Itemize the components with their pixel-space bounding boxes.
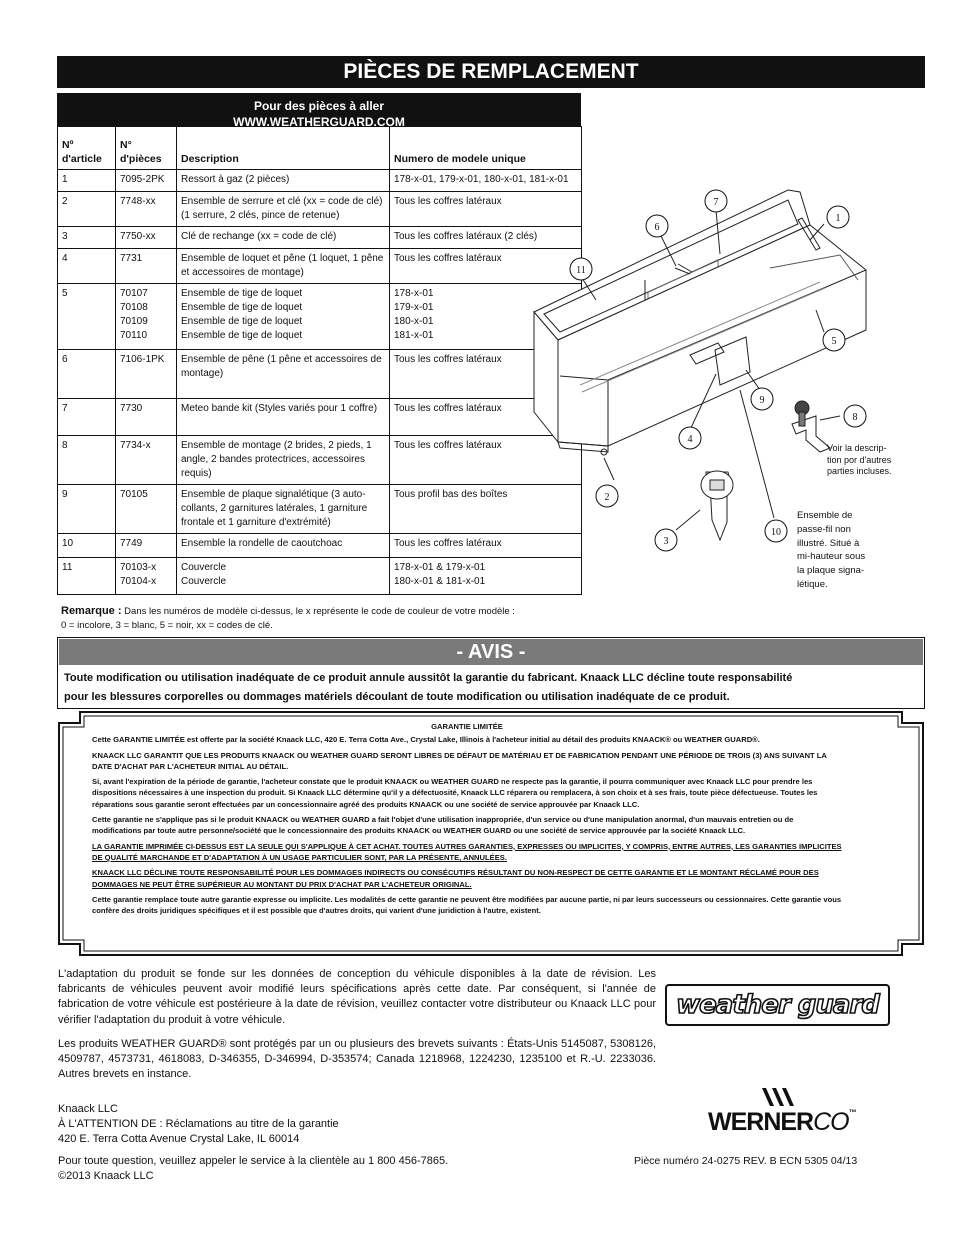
warranty-p3: Si, avant l'expiration de la période de garantie, l'acheteur constate que le produit KNAACK ou WEATHER GUARD ne respecte pas la garantie, il pourra communiquer avec Knaack LLC pour prendre les dispositions nécessaires à une inspection du produit. Si Knaack LLC détermine qu'il y a défectuosité, Knaack LLC réparera ou remplacera, à son choix et à ses frais, toute pièce défectueuse. Toutes les réparations sous garantie seront effectuées par un concessionnaire agréé des produits KNAACK ou une société de service approuvée par Knaack LLC.	[92, 777, 818, 809]
warranty-p6: KNAACK LLC DÉCLINE TOUTE RESPONSABILITÉ POUR LES DOMMAGES INDIRECTS OU CONSÉCUTIFS RÉSULTANT DU NON-RESPECT DE CETTE GARANTIE ET LE MONTANT RÉCLAMÉ POUR DES DOMMAGES NE PEUT ÊTRE SUPÉRIEUR AU MONTANT DU PRIX D'ACHAT PAR L'ACHETEUR ORIGINAL.	[92, 868, 819, 889]
avis-title: - AVIS -	[59, 639, 923, 665]
warranty-p1: Cette GARANTIE LIMITÉE est offerte par la société Knaack LLC, 420 E. Terra Cotta Ave., Crystal Lake, Illinois à l'acheteur initial au détail des produits KNAACK® ou WEATHER GUARD®.	[92, 735, 760, 745]
cell-item: 9	[58, 485, 116, 534]
parts-table-section	[57, 93, 581, 595]
cell-part: 7731	[116, 249, 177, 284]
cell-model: 178-x-01 & 179-x-01 180-x-01 & 181-x-01	[390, 558, 582, 595]
warranty-p5: LA GARANTIE IMPRIMÉE CI-DESSUS EST LA SEULE QUI S'APPLIQUE À CET ACHAT. TOUTES AUTRES GARANTIES, EXPRESSES OU IMPLICITES, Y COMPRIS, ENTRE AUTRES, LES GARANTIES IMPLICITES DE QUALITÉ MARCHANDE ET D'ADAPTATION À UN USAGE PARTICULIER SONT, PAR LA PRÉSENTE, ANNULÉES.	[92, 841, 842, 862]
table-row	[58, 436, 582, 485]
cell-item: 8	[58, 436, 116, 485]
address-street: 420 E. Terra Cotta Avenue Crystal Lake, IL 60014	[58, 1133, 300, 1146]
callout-10: 10	[771, 527, 781, 538]
werner-bold: WERNER	[708, 1108, 814, 1136]
cell-part: 7734-x	[116, 436, 177, 485]
werner-tm: ™	[848, 1108, 856, 1117]
cell-model: Tous les coffres latéraux	[390, 534, 582, 558]
cell-part: 7748-xx	[116, 192, 177, 227]
cell-desc: Ensemble de tige de loquet Ensemble de tige de loquet Ensemble de tige de loquet Ensemble de tige de loquet	[177, 284, 390, 350]
cell-model: Tous les coffres latéraux	[390, 350, 582, 399]
address-company: Knaack LLC	[58, 1103, 118, 1115]
callout-4: 4	[687, 434, 693, 445]
remark-codes: 0 = incolore, 3 = blanc, 5 = noir, xx = codes de clé.	[61, 620, 273, 631]
table-row	[58, 558, 582, 595]
warranty-p2: KNAACK LLC GARANTIT QUE LES PRODUITS KNAACK OU WEATHER GUARD SERONT LIBRES DE DÉFAUT DE MATÉRIAU ET DE FABRICATION PENDANT UNE PÉRIODE DE TROIS (3) ANS SUIVANT LA DATE D'ACHAT PAR L'ACHETEUR INITIAL AU DÉTAIL.	[92, 750, 827, 771]
avis-text	[64, 669, 920, 707]
warranty-p7: Cette garantie remplace toute autre garantie expresse ou implicite. Les modalités de cette garantie ne peuvent être modifiées par aucune partie, ni par leurs successeurs ou cessionnaires. Cette garantie vous confère des droits juridiques spécifiques et il est possible que d'autres droits, qui varient d'une juridiction à l'autre, existent.	[92, 894, 842, 916]
cell-item: 3	[58, 227, 116, 249]
cell-model: 178-x-01, 179-x-01, 180-x-01, 181-x-01	[390, 170, 582, 192]
table-row	[58, 350, 582, 399]
callout-3: 3	[663, 536, 669, 547]
warranty-title: GARANTIE LIMITÉE	[431, 722, 503, 731]
cell-part: 7730	[116, 399, 177, 436]
adaptation-paragraph: L'adaptation du produit se fonde sur les données de conception du véhicule disponibles à la date de révision. Les fabricants de véhicules peuvent avoir modifié leurs spécifications après cette date. Par conséquent, si l'année de fabrication de votre véhicule est postérieure à la date de révision, veuillez contacter votre distributeur ou Knaack LLC pour vérifier l'adaptation du produit à votre véhicule.	[58, 968, 656, 1026]
weatherguard-logo-text: weather guard	[676, 990, 879, 1020]
cell-part: 7749	[116, 534, 177, 558]
cell-desc: Ensemble de pêne (1 pêne et accessoires de montage)	[177, 350, 390, 399]
address-block	[58, 1102, 618, 1148]
cell-part: 7750-xx	[116, 227, 177, 249]
cell-model: Tous les coffres latéraux	[390, 436, 582, 485]
cell-model: Tous les coffres latéraux	[390, 249, 582, 284]
table-row	[58, 485, 582, 534]
copyright: ©2013 Knaack LLC	[58, 1170, 154, 1183]
cell-item: 6	[58, 350, 116, 399]
col-part-header: N° d'pièces	[116, 127, 177, 170]
cell-part: 70103-x 70104-x	[116, 558, 177, 595]
callout-11: 11	[576, 265, 586, 276]
contact-block	[58, 1154, 618, 1184]
table-row	[58, 227, 582, 249]
cell-model: Tous les coffres latéraux	[390, 399, 582, 436]
cell-desc: Ressort à gaz (2 pièces)	[177, 170, 390, 192]
avis-line2: pour les blessures corporelles ou dommages matériels découlant de toute modification ou utilisation inadéquate de ce produit.	[64, 691, 730, 703]
callout-2: 2	[604, 492, 610, 503]
avis-line1: Toute modification ou utilisation inadéquate de ce produit annule aussitôt la garantie du fabricant. Knaack LLC décline toute responsabilité	[64, 672, 793, 684]
cell-item: 1	[58, 170, 116, 192]
cell-part: 7106-1PK	[116, 350, 177, 399]
cell-item: 2	[58, 192, 116, 227]
table-header-row	[58, 127, 582, 170]
werner-co: CO	[813, 1108, 849, 1136]
cell-item: 10	[58, 534, 116, 558]
weatherguard-logo	[665, 984, 890, 1026]
parts-header-url: WWW.WEATHERGUARD.COM	[233, 115, 405, 129]
wernerco-logo	[708, 1084, 868, 1139]
col-model-header: Numero de modele unique	[390, 127, 582, 170]
callout-7: 7	[713, 197, 719, 208]
callout-1: 1	[835, 213, 841, 224]
contact-phone: Pour toute question, veuillez appeler le service à la clientèle au 1 800 456-7865.	[58, 1155, 449, 1167]
cell-item: 5	[58, 284, 116, 350]
table-row	[58, 170, 582, 192]
table-row	[58, 399, 582, 436]
cell-model: Tous les coffres latéraux (2 clés)	[390, 227, 582, 249]
cell-desc: Ensemble la rondelle de caoutchoac	[177, 534, 390, 558]
callout-8: 8	[852, 412, 858, 423]
cell-desc: Meteo bande kit (Styles variés pour 1 coffre)	[177, 399, 390, 436]
warranty-p4: Cette garantie ne s'applique pas si le produit KNAACK ou WEATHER GUARD a fait l'objet d'une utilisation inappropriée, d'un service ou d'une manipulation anormal, d'un mauvais entretien ou de modifications par toute autre personne/société que le concessionnaire des produits KNAACK ou WEATHER GUARD ou une société de service approuvée par la société Knaack LLC.	[92, 815, 794, 836]
col-desc-header: Description	[177, 127, 390, 170]
cell-desc: Ensemble de montage (2 brides, 2 pieds, 1 angle, 2 bandes protectrices, accessoires requis)	[177, 436, 390, 485]
cell-part: 70107 70108 70109 70110	[116, 284, 177, 350]
cell-desc: Ensemble de plaque signalétique (3 auto-collants, 2 garnitures latérales, 1 garniture frontale et 1 garniture d'extrémité)	[177, 485, 390, 534]
address-attention: À L'ATTENTION DE : Réclamations au titre de la garantie	[58, 1118, 339, 1131]
table-row	[58, 534, 582, 558]
cell-desc: Ensemble de serrure et clé (xx = code de clé) (1 serrure, 2 clés, pince de retenue)	[177, 192, 390, 227]
table-row	[58, 192, 582, 227]
callout-9: 9	[759, 395, 765, 406]
warranty-text	[92, 721, 842, 920]
cell-desc: Clé de rechange (xx = code de clé)	[177, 227, 390, 249]
callout-6: 6	[654, 222, 660, 233]
cell-item: 7	[58, 399, 116, 436]
parts-header-line1: Pour des pièces à aller	[253, 99, 385, 113]
cell-model: Tous les coffres latéraux	[390, 192, 582, 227]
part-number: Pièce numéro 24-0275 REV. B ECN 5305 04/13	[634, 1155, 858, 1167]
cell-desc: Couvercle Couvercle	[177, 558, 390, 595]
parts-table	[57, 126, 582, 595]
note-item-8: Voir la descrip- tion por d'autres parties incluses.	[827, 443, 892, 476]
werner-ladder-icon	[760, 1086, 800, 1108]
callout-5: 5	[831, 336, 837, 347]
cell-model: Tous profil bas des boîtes	[390, 485, 582, 534]
page-title: PIÈCES DE REMPLACEMENT	[57, 56, 925, 88]
table-row	[58, 249, 582, 284]
cell-desc: Ensemble de loquet et pêne (1 loquet, 1 pêne et accessoires de montage)	[177, 249, 390, 284]
patents-paragraph: Les produits WEATHER GUARD® sont protégés par un ou plusieurs des brevets suivants : États-Unis 5145087, 5308126, 4509787, 4573731, 4618083, D-346355, D-346994, D-353574; Canada 1218968, 1224230, 1235100 et R.-U. 2233036. Autres brevets en instance.	[58, 1038, 656, 1081]
cell-part: 7095-2PK	[116, 170, 177, 192]
cell-model: 178-x-01 179-x-01 180-x-01 181-x-01	[390, 284, 582, 350]
col-item-header: Nº d'article	[58, 127, 116, 170]
table-row	[58, 284, 582, 350]
parts-header	[57, 93, 581, 129]
remark-text: Dans les numéros de modèle ci-dessus, le x représente le code de couleur de votre modèle :	[124, 606, 515, 617]
note-item-10: Ensemble de passe-fil non illustré. Situé à mi-hauteur sous la plaque signa- létique.	[797, 510, 866, 590]
remark	[61, 604, 591, 633]
cell-part: 70105	[116, 485, 177, 534]
remark-label: Remarque :	[61, 605, 122, 617]
cell-item: 11	[58, 558, 116, 595]
cell-item: 4	[58, 249, 116, 284]
